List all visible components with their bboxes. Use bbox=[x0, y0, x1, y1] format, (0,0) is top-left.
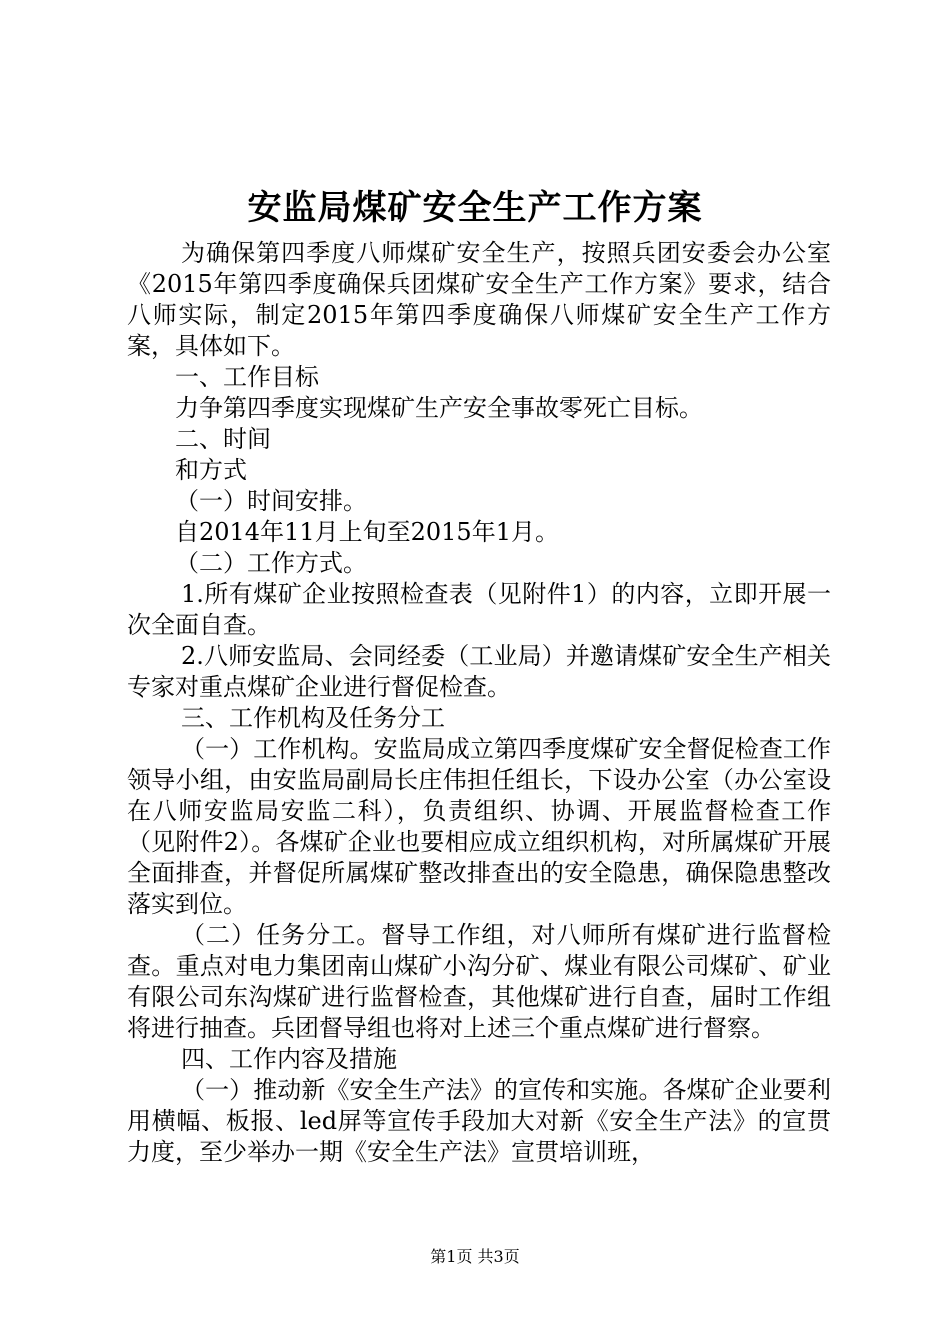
section-heading-time: 二、时间 bbox=[175, 425, 271, 453]
measures-paragraph: （一）推动新《安全生产法》的宣传和实施。各煤矿企业要利用横幅、板报、led屏等宣传手段加大对新《安全生产法》的宣贯力度，至少举办一期《安全生产法》宣贯培训班， bbox=[127, 1076, 831, 1166]
section-heading-goals: 一、工作目标 bbox=[175, 363, 319, 391]
method-item-2: 2.八师安监局、会同经委（工业局）并邀请煤矿安全生产相关专家对重点煤矿企业进行督促检查。 bbox=[127, 642, 831, 701]
section-heading-measures: 四、工作内容及措施 bbox=[181, 1045, 397, 1073]
document-body bbox=[127, 238, 831, 1168]
section-heading-method: 和方式 bbox=[175, 456, 247, 484]
subheading-method: （二）工作方式。 bbox=[175, 549, 367, 577]
document-title: 安监局煤矿安全生产工作方案 bbox=[247, 188, 703, 228]
schedule-paragraph: 自2014年11月上旬至2015年1月。 bbox=[175, 518, 559, 546]
task-division-paragraph: （二）任务分工。督导工作组，对八师所有煤矿进行监督检查。重点对电力集团南山煤矿小沟分矿、煤业有限公司煤矿、矿业有限公司东沟煤矿进行监督检查，其他煤矿进行自查，届时工作组将进行抽查。兵团督导组也将对上述三个重点煤矿进行督察。 bbox=[127, 921, 831, 1042]
goals-paragraph: 力争第四季度实现煤矿生产安全事故零死亡目标。 bbox=[175, 394, 703, 422]
intro-paragraph: 为确保第四季度八师煤矿安全生产，按照兵团安委会办公室《2015年第四季度确保兵团煤矿安全生产工作方案》要求，结合八师实际，制定2015年第四季度确保八师煤矿安全生产工作方案，具体如下。 bbox=[127, 239, 831, 360]
page-footer: 第1页 共3页 bbox=[430, 1247, 520, 1266]
section-heading-organization: 三、工作机构及任务分工 bbox=[181, 704, 445, 732]
method-item-1: 1.所有煤矿企业按照检查表（见附件1）的内容，立即开展一次全面自查。 bbox=[127, 580, 831, 639]
subheading-schedule: （一）时间安排。 bbox=[175, 487, 367, 515]
organization-paragraph: （一）工作机构。安监局成立第四季度煤矿安全督促检查工作领导小组，由安监局副局长庄伟担任组长，下设办公室（办公室设在八师安监局安监二科），负责组织、协调、开展监督检查工作（见附件2）。各煤矿企业也要相应成立组织机构，对所属煤矿开展全面排查，并督促所属煤矿整改排查出的安全隐患，确保隐患整改落实到位。 bbox=[127, 735, 831, 918]
